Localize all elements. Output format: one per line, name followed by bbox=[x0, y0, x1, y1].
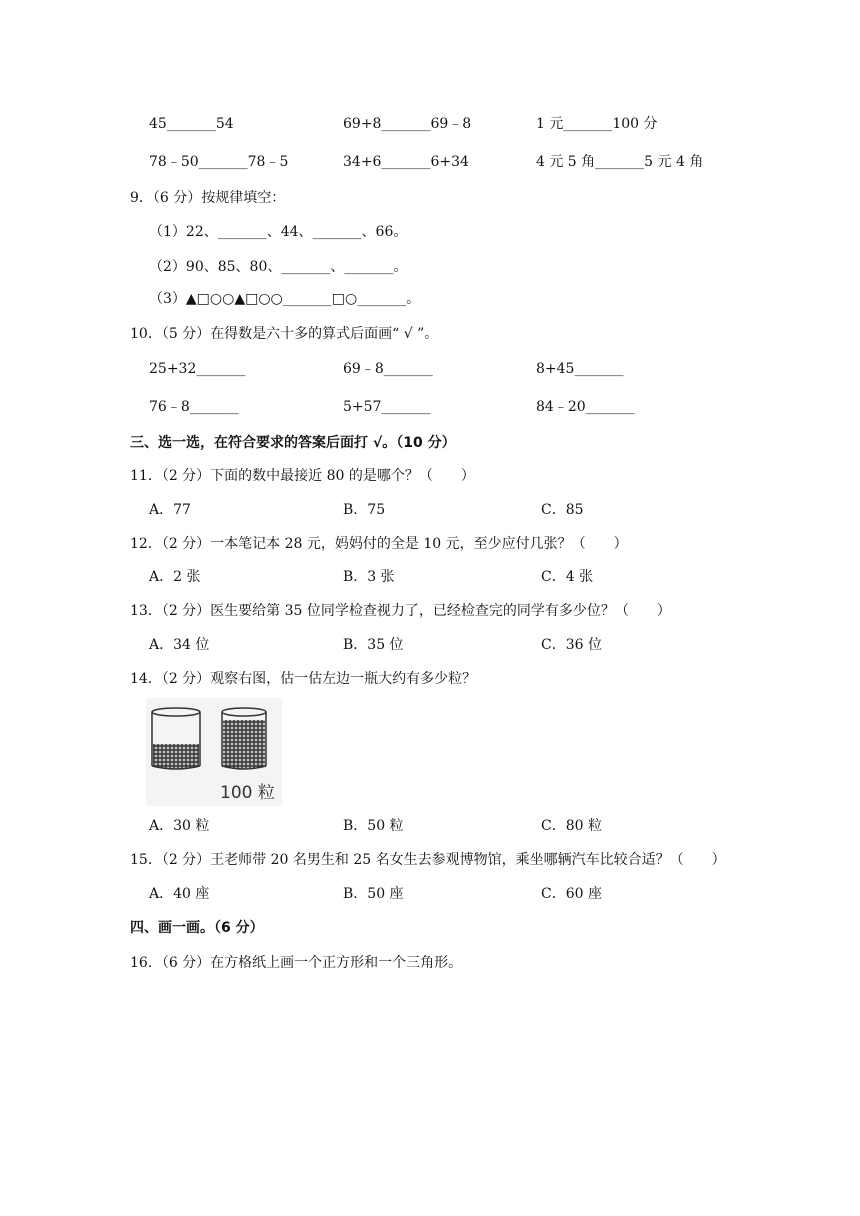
option-b: B．35 位 bbox=[343, 637, 404, 653]
option-c: C．36 位 bbox=[541, 637, 602, 653]
section-4-heading: 四、画一画。（6 分） bbox=[130, 920, 264, 936]
question-13-title: 13．（2 分）医生要给第 35 位同学检查视力了，已经检查完的同学有多少位？（ ） bbox=[130, 603, 671, 619]
question-14-title: 14．（2 分）观察右图，估一估左边一瓶大约有多少粒？ bbox=[130, 671, 477, 687]
question-9-title: 9．（6 分）按规律填空： bbox=[130, 190, 286, 206]
option-c: C．60 座 bbox=[541, 886, 602, 902]
question-10-title: 10．（5 分）在得数是六十多的算式后面画“ √ ”。 bbox=[130, 326, 439, 342]
question-9-line-2: （2）90、85、80、_______、_______。 bbox=[149, 259, 408, 275]
option-b: B．3 张 bbox=[343, 569, 395, 585]
question-10-item: 84﹣20_______ bbox=[536, 399, 635, 415]
section-3-heading: 三、选一选，在符合要求的答案后面打 √。（10 分） bbox=[130, 435, 456, 451]
question-15-title: 15．（2 分）王老师带 20 名男生和 25 名女生去参观博物馆，乘坐哪辆汽车比较合适？（ ） bbox=[130, 852, 726, 868]
question-10-item: 76﹣8_______ bbox=[149, 399, 239, 415]
question-11-title: 11．（2 分）下面的数中最接近 80 的是哪个？（ ） bbox=[130, 468, 475, 484]
question-9-line-1: （1）22、_______、44、_______、66。 bbox=[149, 224, 408, 240]
question-16-title: 16．（6 分）在方格纸上画一个正方形和一个三角形。 bbox=[130, 955, 463, 971]
question-10-item: 8+45_______ bbox=[536, 361, 624, 377]
question-10-item: 5+57_______ bbox=[343, 399, 431, 415]
option-b: B．75 bbox=[343, 502, 386, 518]
jar-figure bbox=[146, 698, 282, 806]
option-c: C．4 张 bbox=[541, 569, 594, 585]
compare-item: 45_______54 bbox=[149, 116, 234, 132]
question-12-title: 12．（2 分）一本笔记本 28 元，妈妈付的全是 10 元，至少应付几张？（ ） bbox=[130, 536, 628, 552]
option-a: A．2 张 bbox=[149, 569, 201, 585]
compare-item: 78﹣50_______78﹣5 bbox=[149, 154, 289, 170]
option-b: B．50 座 bbox=[343, 886, 404, 902]
compare-item: 1 元_______100 分 bbox=[536, 116, 658, 132]
option-a: A．30 粒 bbox=[149, 818, 210, 834]
option-b: B．50 粒 bbox=[343, 818, 404, 834]
option-c: C．85 bbox=[541, 502, 584, 518]
question-10-item: 25+32_______ bbox=[149, 361, 246, 377]
option-c: C．80 粒 bbox=[541, 818, 602, 834]
option-a: A．77 bbox=[149, 502, 191, 518]
figure-label: 100 粒 bbox=[220, 783, 275, 803]
compare-item: 69+8_______69﹣8 bbox=[343, 116, 472, 132]
compare-item: 4 元 5 角_______5 元 4 角 bbox=[536, 154, 704, 170]
option-a: A．40 座 bbox=[149, 886, 210, 902]
compare-item: 34+6_______6+34 bbox=[343, 154, 469, 170]
question-10-item: 69﹣8_______ bbox=[343, 361, 433, 377]
option-a: A．34 位 bbox=[149, 637, 210, 653]
question-9-line-3: （3）▲□○○▲□○○_______□○_______。 bbox=[149, 291, 421, 307]
